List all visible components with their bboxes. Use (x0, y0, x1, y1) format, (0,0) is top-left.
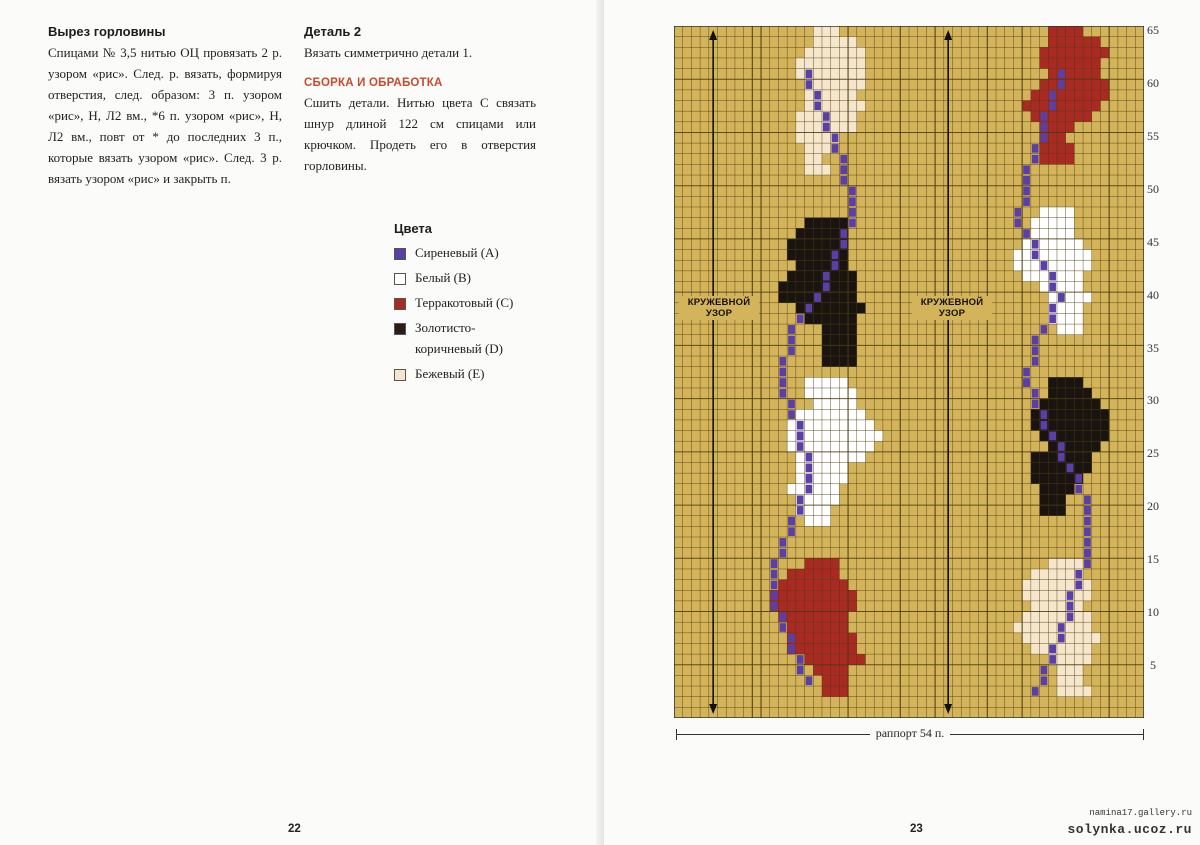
stem-cell (1075, 570, 1082, 579)
stem-cell (806, 463, 813, 472)
chart-grid (674, 26, 1144, 718)
stem-cell (823, 123, 830, 132)
rapport-label (676, 726, 1144, 741)
detail2-title: Деталь 2 (304, 24, 362, 39)
stem-cell (1041, 676, 1048, 685)
stem-cell (779, 623, 786, 632)
stem-cell (840, 176, 847, 185)
leaf-motif-cell (1031, 90, 1109, 101)
legend-label: Белый (В) (415, 270, 471, 285)
lace-label-text-2: КРУЖЕВНОЙ УЗОР (920, 297, 984, 319)
stem-cell (823, 112, 830, 121)
rapport-indicator (676, 724, 1144, 744)
leaf-motif-cell (1040, 58, 1101, 69)
stem-cell (797, 495, 804, 504)
stem-cell (779, 378, 786, 387)
stem-cell (1058, 634, 1065, 643)
stem-cell (1084, 517, 1091, 526)
lace-pattern-label-1 (679, 296, 759, 320)
lace-pattern-label-2 (912, 296, 992, 320)
stem-cell (797, 421, 804, 430)
stem-cell (1041, 112, 1048, 121)
leaf-motif-cell (813, 399, 857, 410)
lace-label-text-1: КРУЖЕВНОЙ УЗОР (687, 297, 751, 319)
color-swatch (394, 369, 406, 381)
detail2-section (304, 24, 536, 176)
stem-cell (1058, 70, 1065, 79)
legend-item (394, 363, 594, 384)
leaf-motif-cell (1040, 494, 1066, 505)
leaf-motif-cell (1031, 643, 1092, 654)
stem-cell (832, 144, 839, 153)
stem-cell (1084, 527, 1091, 536)
stem-cell (779, 389, 786, 398)
row-number: 25 (1147, 446, 1159, 460)
stem-cell (814, 91, 821, 100)
stem-cell (840, 240, 847, 249)
colors-legend (394, 221, 594, 388)
stem-cell (1058, 80, 1065, 89)
stem-cell (1032, 687, 1039, 696)
row-number: 65 (1147, 23, 1159, 37)
stem-cell (788, 634, 795, 643)
stem-cell (1032, 400, 1039, 409)
legend-item (394, 292, 594, 313)
leaf-motif-cell (805, 47, 866, 58)
stem-cell (779, 357, 786, 366)
stem-cell (1023, 176, 1030, 185)
leaf-motif-cell (1040, 505, 1066, 516)
stem-cell (788, 527, 795, 536)
stem-cell (1014, 219, 1021, 228)
leaf-motif-cell (787, 250, 848, 261)
leaf-motif-cell (1057, 324, 1083, 335)
stem-cell (797, 442, 804, 451)
stem-cell (806, 80, 813, 89)
stem-cell (1023, 378, 1030, 387)
stem-cell (1032, 336, 1039, 345)
neck-section-text: Спицами № 3,5 нитью ОЦ провязать 2 р. узором «рис». След. р. вязать, формируя отверстия, след. образом: 3 п. узором «рис», Н, Л2 вм., *6 п. узором «рис», Н, Л2 вм., повт от * до последних 3 п., которые вязать узором «рис». След. 3 р. вязать узором «рис» и закрыть п. (48, 45, 282, 186)
stem-cell (1049, 304, 1056, 313)
stem-cell (1032, 155, 1039, 164)
row-number: 10 (1147, 605, 1159, 619)
leaf-motif-cell (1031, 462, 1092, 473)
row-number: 45 (1147, 235, 1159, 249)
page-number-right: 23 (910, 823, 923, 835)
knitting-chart (674, 26, 1144, 718)
leaf-motif-cell (1031, 218, 1075, 229)
assembly-title: СБОРКА И ОБРАБОТКА (304, 77, 443, 89)
stem-cell (832, 251, 839, 260)
stem-cell (1023, 229, 1030, 238)
color-swatch (394, 323, 406, 335)
legend-label: Сиреневый (А) (415, 245, 499, 260)
stem-cell (1049, 102, 1056, 111)
leaf-motif-cell (1022, 239, 1083, 250)
stem-cell (832, 133, 839, 142)
stem-cell (1084, 506, 1091, 515)
leaf-motif-cell (1040, 399, 1101, 410)
colors-title: Цвета (394, 221, 432, 236)
row-number: 30 (1147, 393, 1159, 407)
watermark-bottom: solynka.ucoz.ru (1067, 822, 1192, 837)
watermark-top: namina17.gallery.ru (1089, 808, 1192, 818)
leaf-motif-cell (787, 622, 848, 633)
leaf-motif-cell (822, 675, 848, 686)
leaf-motif-cell (1057, 675, 1083, 686)
leaf-motif-cell (805, 79, 866, 90)
stem-cell (1032, 144, 1039, 153)
stem-cell (840, 155, 847, 164)
rapport-text: раппорт 54 п. (870, 726, 951, 740)
leaf-motif-cell (1057, 665, 1083, 676)
stem-cell (788, 400, 795, 409)
stem-cell (1049, 283, 1056, 292)
stem-cell (1058, 453, 1065, 462)
row-number: 5 (1150, 658, 1156, 672)
stem-cell (849, 187, 856, 196)
stem-cell (1084, 538, 1091, 547)
legend-item (394, 317, 594, 359)
stem-cell (1058, 442, 1065, 451)
stem-cell (1041, 410, 1048, 419)
stem-cell (1067, 463, 1074, 472)
stem-cell (1049, 272, 1056, 281)
leaf-motif-cell (813, 37, 857, 48)
stem-cell (788, 410, 795, 419)
leaf-motif-cell (1013, 260, 1091, 271)
leaf-motif-cell (805, 143, 831, 154)
stem-cell (1084, 549, 1091, 558)
leaf-motif-cell (805, 654, 866, 665)
stem-cell (1041, 261, 1048, 270)
stem-cell (840, 165, 847, 174)
leaf-motif-cell (805, 218, 849, 229)
leaf-motif-cell (822, 686, 848, 697)
stem-cell (849, 219, 856, 228)
leaf-motif-cell (805, 516, 831, 527)
assembly-text: Сшить детали. Нитью цвета С связать шнур длиной 122 см спицами или крючком. Продеть его в отверстия горловины. (304, 95, 536, 173)
stem-cell (1041, 133, 1048, 142)
stem-cell (1075, 474, 1082, 483)
stem-cell (771, 602, 778, 611)
stem-cell (797, 666, 804, 675)
stem-cell (806, 485, 813, 494)
stem-cell (832, 261, 839, 270)
stem-cell (814, 102, 821, 111)
detail2-text: Вязать симметрично детали 1. (304, 45, 473, 60)
stem-cell (1049, 432, 1056, 441)
leaf-motif-cell (778, 282, 856, 293)
stem-cell (1049, 314, 1056, 323)
stem-cell (771, 559, 778, 568)
row-number: 35 (1147, 341, 1159, 355)
row-number: 60 (1147, 76, 1159, 90)
neck-section-title: Вырез горловины (48, 24, 166, 39)
stem-cell (840, 229, 847, 238)
stem-cell (788, 336, 795, 345)
stem-cell (806, 453, 813, 462)
stem-cell (797, 432, 804, 441)
stem-cell (788, 517, 795, 526)
stem-cell (1032, 240, 1039, 249)
legend-label: Терракотовый (С) (415, 295, 514, 310)
stem-cell (1023, 197, 1030, 206)
legend-item (394, 267, 594, 288)
legend-item (394, 242, 594, 263)
stem-cell (1075, 485, 1082, 494)
stem-cell (1067, 613, 1074, 622)
stem-cell (1067, 602, 1074, 611)
row-number: 40 (1147, 288, 1159, 302)
stem-cell (771, 591, 778, 600)
stem-cell (806, 676, 813, 685)
row-number: 15 (1147, 552, 1159, 566)
stem-cell (1084, 559, 1091, 568)
stem-cell (806, 304, 813, 313)
color-swatch (394, 248, 406, 260)
stem-cell (1032, 357, 1039, 366)
stem-cell (1023, 368, 1030, 377)
stem-cell (771, 581, 778, 590)
leaf-motif-cell (1013, 250, 1091, 261)
legend-label: Бежевый (Е) (415, 366, 485, 381)
leaf-motif-cell (1031, 228, 1075, 239)
stem-cell (1032, 251, 1039, 260)
stem-cell (779, 368, 786, 377)
row-number: 20 (1147, 499, 1159, 513)
neck-section (48, 24, 282, 189)
stem-cell (814, 293, 821, 302)
color-swatch (394, 273, 406, 285)
stem-cell (797, 655, 804, 664)
leaf-motif-cell (805, 101, 866, 112)
stem-cell (788, 325, 795, 334)
leaf-motif-cell (1048, 292, 1092, 303)
leaf-motif-cell (1022, 101, 1100, 112)
row-number: 55 (1147, 129, 1159, 143)
color-swatch (394, 298, 406, 310)
stem-cell (1058, 623, 1065, 632)
stem-cell (823, 283, 830, 292)
stem-cell (806, 70, 813, 79)
stem-cell (1041, 123, 1048, 132)
stem-cell (1049, 644, 1056, 653)
stem-cell (823, 272, 830, 281)
stem-cell (1014, 208, 1021, 217)
leaf-motif-cell (805, 164, 831, 175)
leaf-motif-cell (1031, 111, 1092, 122)
stem-cell (1023, 165, 1030, 174)
stem-cell (797, 314, 804, 323)
row-number: 50 (1147, 182, 1159, 196)
stem-cell (779, 549, 786, 558)
legend-label: Золотисто-коричневый (D) (415, 320, 504, 356)
stem-cell (806, 474, 813, 483)
leaf-motif-cell (787, 239, 848, 250)
stem-cell (771, 570, 778, 579)
page-number-left: 22 (288, 823, 301, 835)
stem-cell (849, 197, 856, 206)
leaf-motif-cell (1040, 282, 1084, 293)
leaf-motif-cell (1048, 388, 1092, 399)
stem-cell (1032, 346, 1039, 355)
leaf-motif-cell (1013, 622, 1091, 633)
stem-cell (1049, 91, 1056, 100)
stem-cell (1041, 666, 1048, 675)
stem-cell (1023, 187, 1030, 196)
stem-cell (1041, 421, 1048, 430)
stem-cell (779, 538, 786, 547)
stem-cell (779, 613, 786, 622)
leaf-motif-cell (805, 377, 849, 388)
stem-cell (1049, 655, 1056, 664)
stem-cell (788, 644, 795, 653)
stem-cell (1067, 591, 1074, 600)
stem-cell (1041, 325, 1048, 334)
leaf-motif-cell (813, 26, 839, 37)
stem-cell (1058, 293, 1065, 302)
stem-cell (849, 208, 856, 217)
stem-cell (1032, 389, 1039, 398)
stem-cell (788, 346, 795, 355)
stem-cell (1084, 495, 1091, 504)
stem-cell (797, 506, 804, 515)
stem-cell (1075, 581, 1082, 590)
